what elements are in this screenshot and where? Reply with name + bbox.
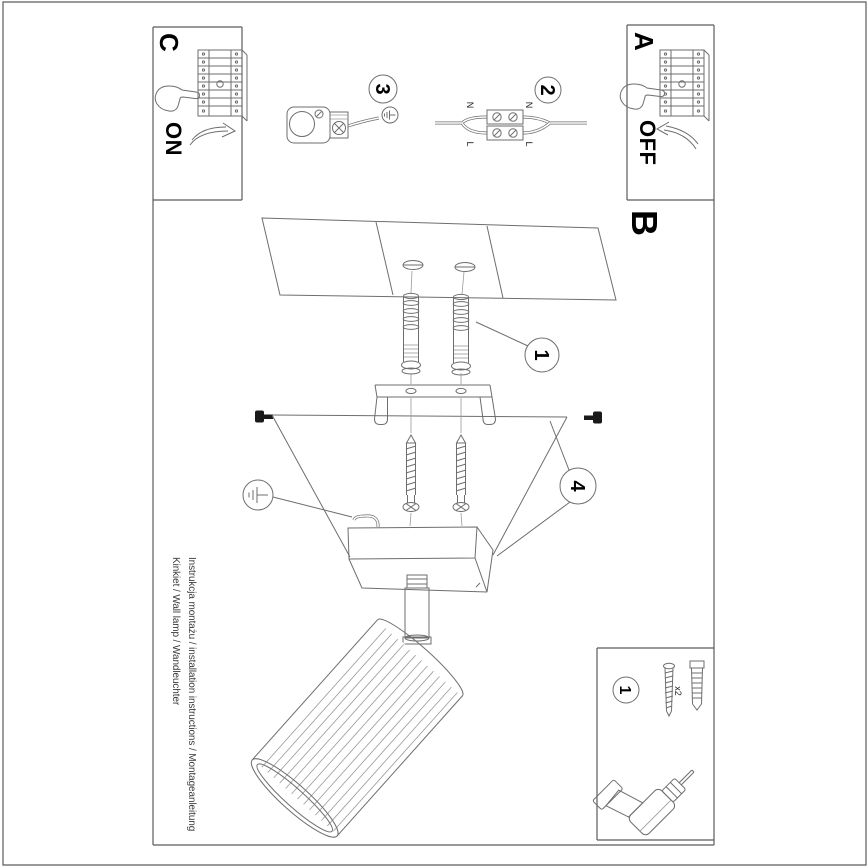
hand-press-icon [155,86,199,111]
drill-icon [593,736,703,846]
cable-clamp-icon [287,107,348,143]
parts-qty-label: x2 [673,686,683,696]
footer-line-2: Kinkiet / Wall lamp / Wandleuchter [170,557,181,706]
on-label: ON [161,122,186,156]
mounting-bracket [375,385,496,425]
section-b-label: B [624,210,665,236]
parts-step-number: 1 [616,685,633,695]
live-label-top: L [524,141,534,147]
wall-plug-icon [452,294,471,375]
terminal-connector-blocks [487,110,523,140]
neutral-label-top: N [524,101,534,109]
parts-box [593,661,704,845]
circuit-breaker-panel-icon [198,50,247,121]
bolt-axis-line [272,415,567,417]
wall-panel [262,218,616,300]
wall-plug-icon [402,293,421,374]
earth-symbol-icon [243,480,273,510]
lamp-shade [244,612,470,845]
canopy-box [348,527,493,592]
section-a-label: A [629,32,659,51]
on-arrow-icon [190,123,235,145]
off-arrow-icon [657,122,698,149]
alignment-lines [410,373,462,526]
circuit-breaker-panel-icon [660,50,709,121]
wall-plug-icon [690,661,704,710]
section-c-label: C [154,33,184,52]
section-b-assembly [243,210,665,846]
step-1-number: 1 [530,349,552,361]
step-3-number: 3 [371,83,393,95]
machine-bolt-icon [255,411,273,423]
step-clamp-group [287,75,398,143]
footer-line-1: Instrukcja montażu / installation instructions / Montageanleitung [186,557,197,832]
machine-bolt-icon [584,412,602,424]
page-border [3,2,866,865]
step-2-number: 2 [536,84,558,96]
section-a-power-off [620,32,709,166]
step-wiring-group [435,77,587,147]
live-label-bottom: L [465,141,475,147]
mounting-screw-icon [453,435,469,512]
off-label: OFF [635,120,660,166]
section-c-power-on [154,33,247,156]
neutral-label-bottom: N [465,101,475,109]
earth-symbol-icon [382,107,398,123]
mounting-screw-icon [403,435,419,512]
step-4-number: 4 [566,480,588,492]
